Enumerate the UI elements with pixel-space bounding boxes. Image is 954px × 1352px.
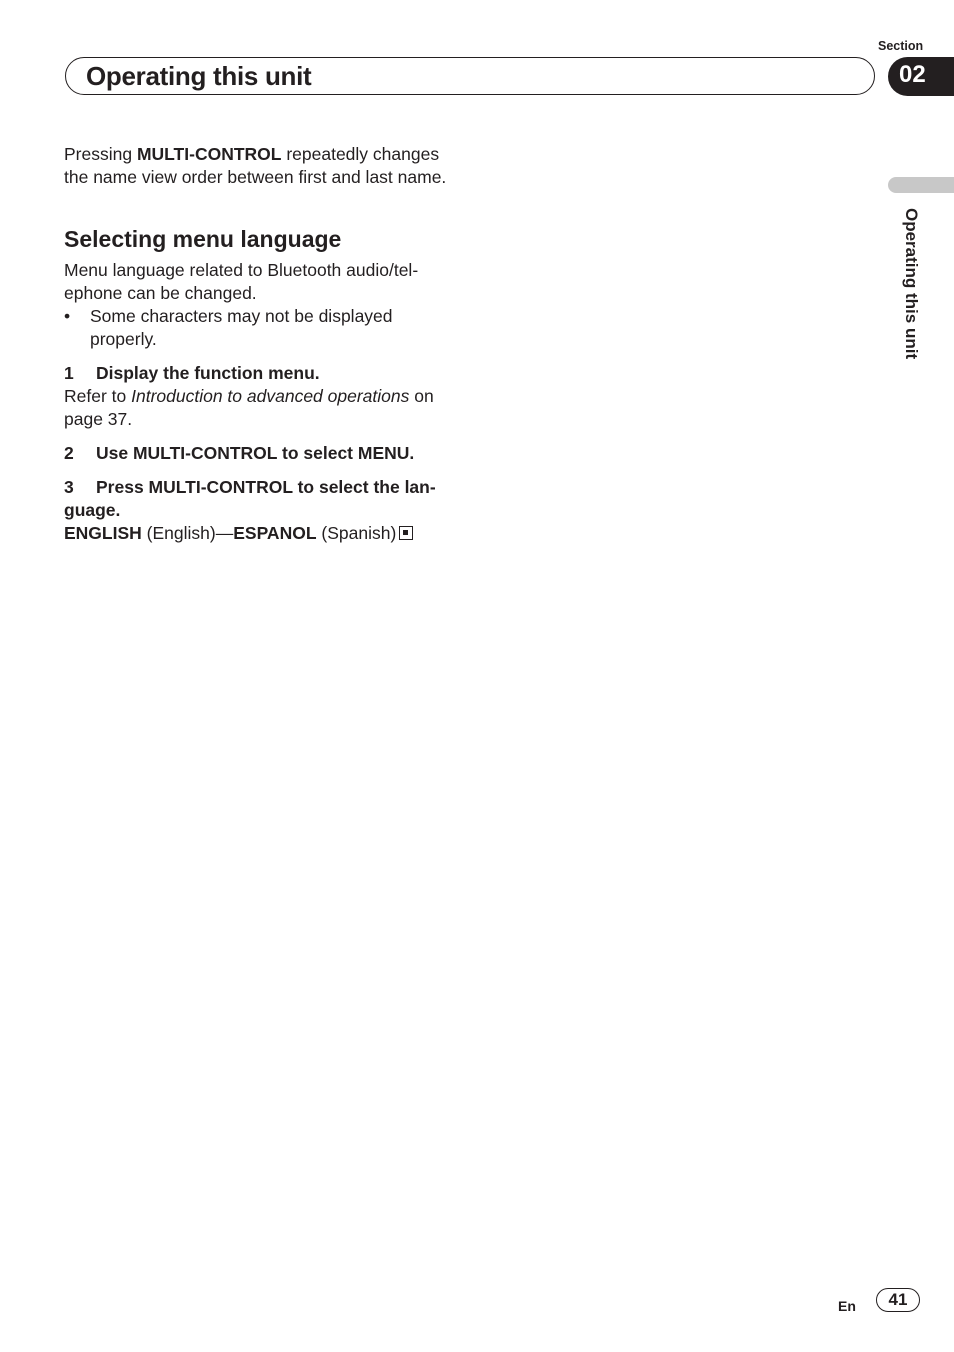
side-tab-label: Operating this unit [902, 208, 921, 360]
page-title: Operating this unit [86, 61, 312, 91]
step-3-number: 3 [64, 477, 74, 497]
bullet-text: Some characters may not be displayed properly. [90, 306, 393, 349]
step-1-reference: Refer to Introduction to advanced operations on page 37. [64, 386, 434, 429]
main-column [64, 143, 456, 545]
bullet-item [64, 305, 456, 351]
step-2-number: 2 [64, 443, 74, 463]
step-2-title: Use MULTI-CONTROL to select MENU. [96, 443, 415, 463]
page-number: 41 [876, 1288, 920, 1312]
language-options: ENGLISH (English)—ESPANOL (Spanish) [64, 522, 456, 545]
step-1-number: 1 [64, 363, 74, 383]
side-tab-bar [888, 177, 954, 193]
option-english: ENGLISH [64, 523, 142, 543]
step-1-title: Display the function menu. [96, 363, 320, 383]
step-1 [64, 362, 456, 385]
reference-link: Introduction to advanced operations [131, 386, 410, 406]
step-2 [64, 442, 456, 465]
section-heading: Selecting menu language [64, 226, 342, 252]
section-label: Section [878, 39, 924, 53]
section-number: 02 [899, 61, 926, 88]
title-bar [65, 57, 875, 95]
end-mark-icon [399, 526, 413, 540]
step-3-title: Press MULTI-CONTROL to select the lan-guage. [64, 477, 436, 520]
intro-paragraph: Pressing MULTI-CONTROL repeatedly changes the name view order between first and last name. [64, 144, 447, 187]
description: Menu language related to Bluetooth audio/tel-ephone can be changed. [64, 260, 419, 303]
intro-key: MULTI-CONTROL [136, 144, 282, 164]
section-tab [888, 57, 954, 96]
footer-language: En [838, 1298, 856, 1314]
option-espanol: ESPANOL [233, 523, 317, 543]
bullet-mark: • [64, 306, 71, 326]
step-3 [64, 476, 456, 522]
